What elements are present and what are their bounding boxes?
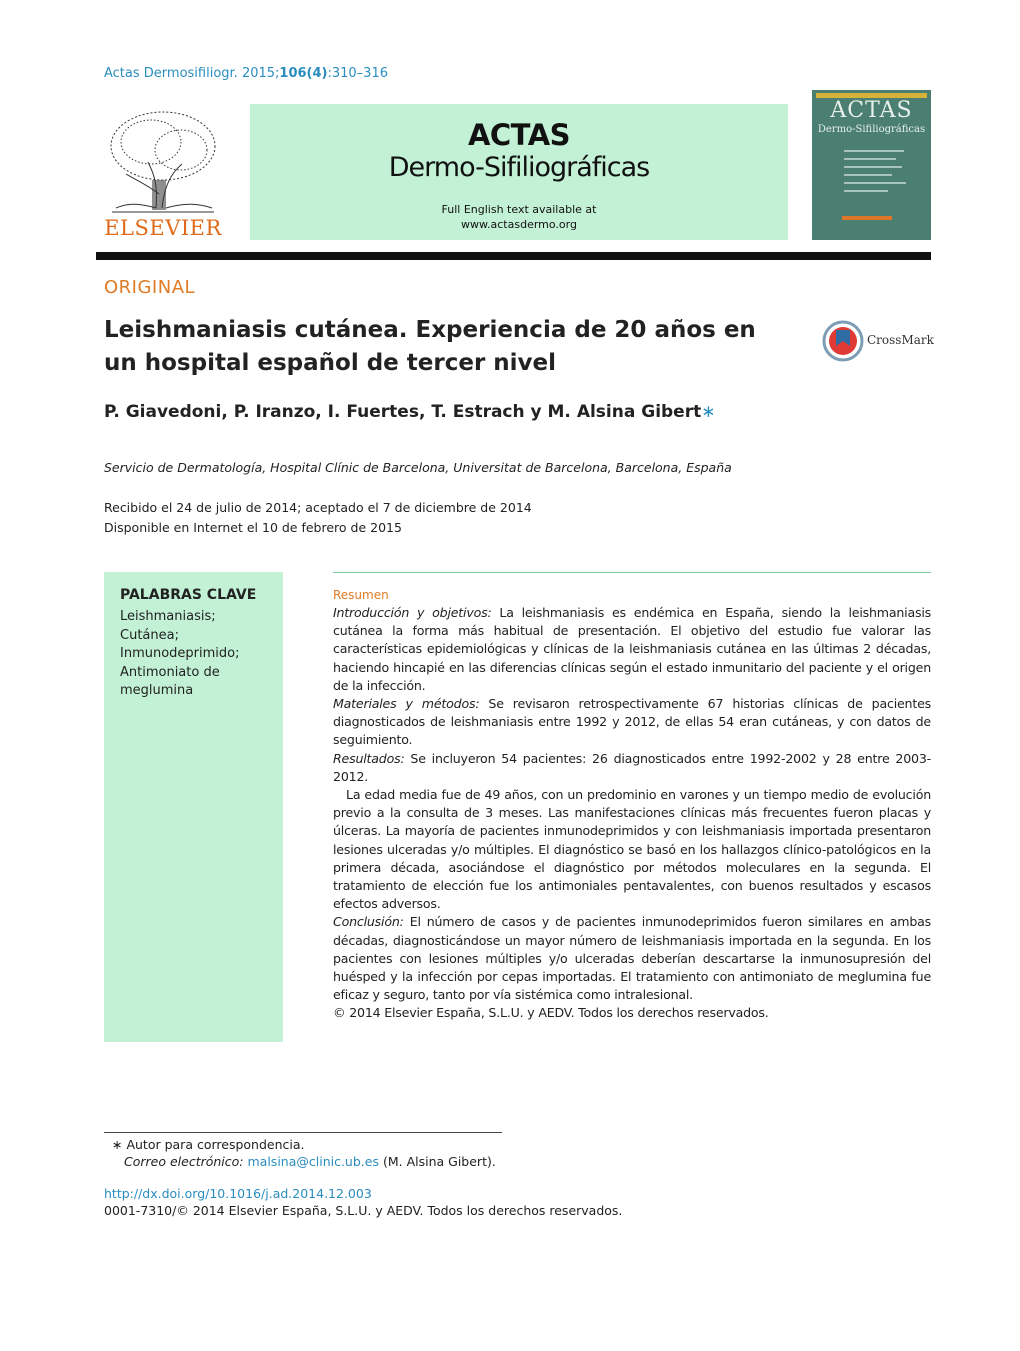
abstract-body [333, 604, 931, 1023]
cover-text-line [844, 174, 892, 176]
email-owner: (M. Alsina Gibert). [382, 1154, 496, 1169]
full-english-note: Full English text available at [441, 203, 597, 216]
crossmark-label: CrossMark [867, 333, 934, 347]
footnote-rule [104, 1132, 502, 1133]
doi-link[interactable]: http://dx.doi.org/10.1016/j.ad.2014.12.003 [104, 1186, 372, 1201]
article-title: Leishmaniasis cutánea. Experiencia de 20 años en un hospital español de tercer nivel [104, 317, 756, 376]
available-date: Disponible en Internet el 10 de febrero de 2015 [104, 520, 402, 535]
cover-text-line [844, 190, 888, 192]
abstract-intro: Introducción y objetivos: La leishmaniasis es endémica en España, siendo la leishmaniasis cutánea la forma más habitual de presentación. El objetivo del estudio fue valorar las características epidemiológicas y clínicas de la leishmaniasis cutánea en las últimas 2 décadas, haciendo hincapié en las diferencias clínicas según el estado inmunitario del paciente y el origen de la infección. [333, 605, 931, 693]
section-label: ORIGINAL [104, 277, 196, 298]
crossmark-badge[interactable] [822, 320, 934, 362]
keyword-item: Leishmaniasis; [120, 609, 216, 624]
abstract-results: Resultados: Se incluyeron 54 pacientes: 26 diagnosticados entre 1992-2002 y 28 entre 2003-2012. [333, 750, 931, 784]
citation-volume: 106(4) [279, 66, 328, 81]
corresponding-author-mark[interactable]: ∗ [701, 402, 716, 422]
abstract-intro-label: Introducción y objetivos: [333, 605, 492, 620]
corresponding-author-footnote: ∗ Autor para correspondencia. [112, 1137, 305, 1152]
cover-text-line [844, 150, 904, 152]
cover-text-line [844, 158, 896, 160]
issn-copyright: 0001-7310/© 2014 Elsevier España, S.L.U. y AEDV. Todos los derechos reservados. [104, 1203, 623, 1218]
abstract-copyright: © 2014 Elsevier España, S.L.U. y AEDV. Todos los derechos reservados. [333, 1005, 769, 1021]
header-rule [96, 252, 931, 260]
journal-citation[interactable] [104, 66, 388, 81]
crossmark-icon [822, 320, 864, 362]
abstract-conclusion: Conclusión: El número de casos y de pacientes inmunodeprimidos fueron similares en ambas décadas, diagnosticándose un mayor número de leishmaniasis importada en la segunda. En los pacientes con lesiones múltiples y/o ulceradas deberían descartarse la inmunosupresión del huésped y la infección por cepas importadas. El tratamiento con antimoniato de meglumina fue eficaz y seguro, tanto por vía sistémica como intralesional. [333, 914, 931, 1003]
author-names: P. Giavedoni, P. Iranzo, I. Fuertes, T. Estrach y M. Alsina Gibert [104, 402, 702, 422]
citation-journal: Actas Dermosifiliogr. 2015; [104, 66, 280, 81]
author-list [104, 402, 715, 422]
abstract-heading: Resumen [333, 588, 389, 602]
email-link[interactable]: malsina@clinic.ub.es [247, 1154, 379, 1169]
citation-pages: :310–316 [327, 66, 388, 81]
journal-cover-thumbnail [812, 90, 931, 240]
journal-title-dermo: Dermo-Sifiliográficas [388, 152, 650, 183]
journal-website[interactable]: www.actasdermo.org [461, 218, 577, 231]
keywords-title: PALABRAS CLAVE [120, 587, 257, 603]
keyword-item: Cutánea; [120, 627, 179, 643]
keyword-item: Antimoniato de meglumina [120, 664, 220, 698]
abstract-methods-label: Materiales y métodos: [333, 696, 480, 712]
cover-text-line [844, 182, 906, 184]
affiliation: Servicio de Dermatología, Hospital Clínic de Barcelona, Universitat de Barcelona, Barcelona, España [104, 460, 732, 475]
keywords-list [120, 608, 280, 701]
abstract-top-rule [333, 572, 931, 573]
email-label: Correo electrónico: [124, 1154, 244, 1169]
abstract-methods: Materiales y métodos: Se revisaron retrospectivamente 67 historias clínicas de pacientes diagnosticados de leishmaniasis entre 1992 y 2012, de ellas 54 eran cutáneas, y con datos de seguimiento. [333, 696, 931, 748]
abstract-results-continued: La edad media fue de 49 años, con un predominio en varones y un tiempo medio de evolución previo a la consulta de 3 meses. Las manifestaciones clínicas más frecuentes fueron placas y úlceras. La mayoría de pacientes inmunodeprimidos y con leishmaniasis importada presentaron lesiones ulceradas y/o múltiples. El diagnóstico se basó en los hallazgos clínico-patológicos en la primera década, asociándose el diagnóstico por métodos moleculares en la segunda. El tratamiento de elección fue los antimoniales pentavalentes, con buenos resultados y escasos efectos adversos. [333, 787, 931, 912]
cover-orange-bar [842, 216, 892, 220]
elsevier-wordmark: ELSEVIER [104, 216, 222, 240]
keyword-item: Inmunodeprimido; [120, 646, 240, 661]
abstract-conclusion-label: Conclusión: [333, 914, 404, 930]
journal-title-actas: ACTAS [467, 118, 571, 152]
email-footnote [124, 1154, 496, 1169]
received-date: Recibido el 24 de julio de 2014; aceptado el 7 de diciembre de 2014 [104, 500, 532, 515]
cover-subtitle: Dermo-Sifiliográficas [817, 124, 926, 135]
cover-text-line [844, 166, 902, 168]
abstract-results-label: Resultados: [333, 750, 405, 766]
cover-title: ACTAS [830, 98, 913, 123]
